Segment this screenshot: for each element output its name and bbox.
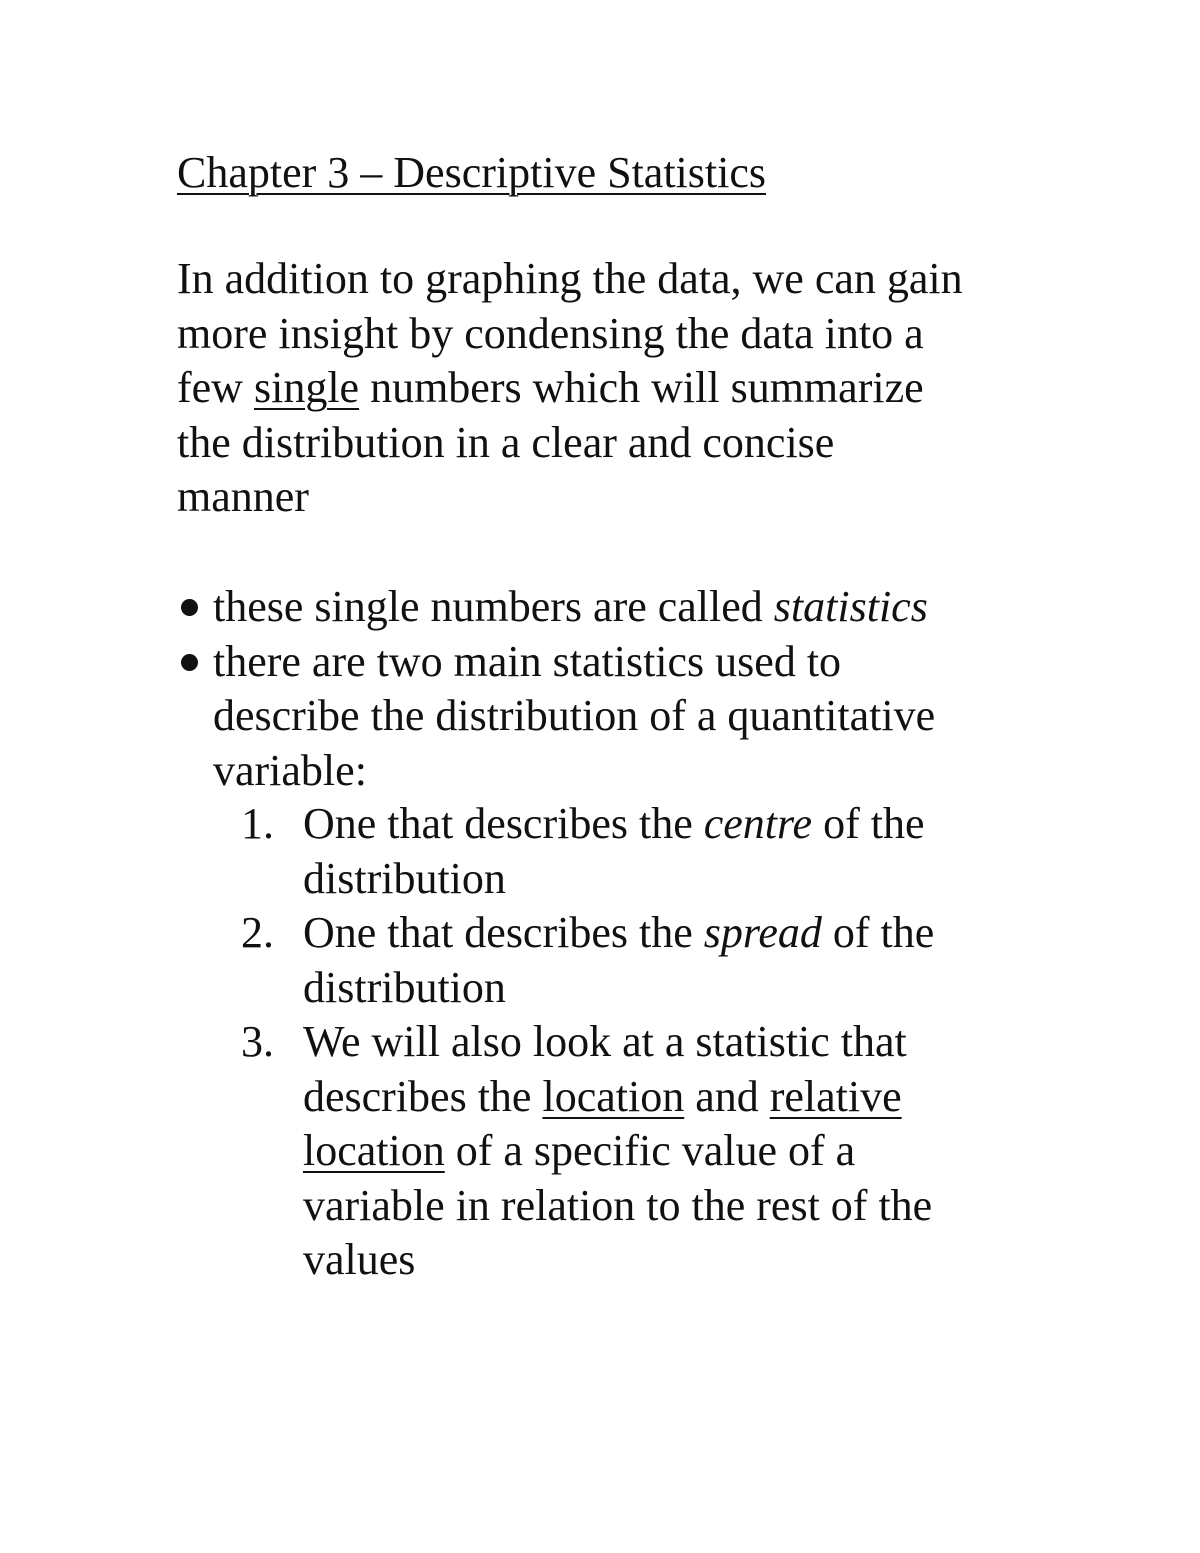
bullet-line: describe the distribution of a quantitative xyxy=(213,691,936,740)
numbered-text: of a specific value of a xyxy=(444,1126,856,1175)
numbered-line xyxy=(303,906,1077,961)
intro-line xyxy=(177,361,1037,416)
italic-term-statistics: statistics xyxy=(773,582,928,631)
intro-line: more insight by condensing the data into a xyxy=(177,308,924,358)
bullet-line xyxy=(213,580,1077,635)
numbered-item xyxy=(177,1015,1077,1288)
numbered-line xyxy=(303,1124,1077,1179)
numbered-text: One that describes the xyxy=(303,799,704,848)
italic-term-spread: spread xyxy=(703,908,822,957)
numbered-line: We will also look at a statistic that xyxy=(303,1017,907,1066)
numbered-text: and xyxy=(684,1071,770,1121)
numbered-line: distribution xyxy=(303,853,506,903)
bullet-list xyxy=(177,580,1077,798)
numbered-list xyxy=(177,797,1077,1288)
italic-term-centre: centre xyxy=(703,799,813,848)
numbered-item xyxy=(177,906,1077,1015)
numbered-text: One that describes the xyxy=(303,908,704,957)
underlined-term-location: location xyxy=(542,1071,685,1121)
bullet-line: there are two main statistics used to xyxy=(213,636,842,686)
underlined-term-relative: relative xyxy=(769,1071,902,1121)
intro-line: the distribution in a clear and concise xyxy=(177,417,835,467)
intro-text: few xyxy=(177,363,254,412)
numbered-text: of the xyxy=(821,908,935,957)
numbered-text: describes the xyxy=(303,1071,543,1121)
numbered-text: of the xyxy=(812,799,925,848)
numbered-line xyxy=(303,1070,1077,1125)
intro-line: In addition to graphing the data, we can gain xyxy=(177,254,963,303)
numbered-line: distribution xyxy=(303,962,506,1012)
numbered-line: variable in relation to the rest of the xyxy=(303,1180,933,1230)
bullet-item xyxy=(177,580,1077,635)
list-number: 1. xyxy=(241,799,274,848)
numbered-line xyxy=(303,797,1077,852)
bullet-text: these single numbers are called xyxy=(213,582,774,631)
list-number: 3. xyxy=(241,1017,274,1066)
underlined-term-location: location xyxy=(303,1126,445,1175)
list-number: 2. xyxy=(241,908,274,957)
numbered-item xyxy=(177,797,1077,906)
numbered-line: values xyxy=(303,1235,416,1284)
bullet-line: variable: xyxy=(213,745,367,795)
bullet-icon xyxy=(181,654,198,671)
page-title: Chapter 3 – Descriptive Statistics xyxy=(177,148,766,197)
bullet-icon xyxy=(181,599,198,616)
intro-paragraph xyxy=(177,252,1037,525)
underlined-term-single: single xyxy=(253,363,360,412)
intro-text: numbers which will summarize xyxy=(359,363,924,412)
intro-line: manner xyxy=(177,472,309,521)
bullet-item xyxy=(177,635,1077,799)
